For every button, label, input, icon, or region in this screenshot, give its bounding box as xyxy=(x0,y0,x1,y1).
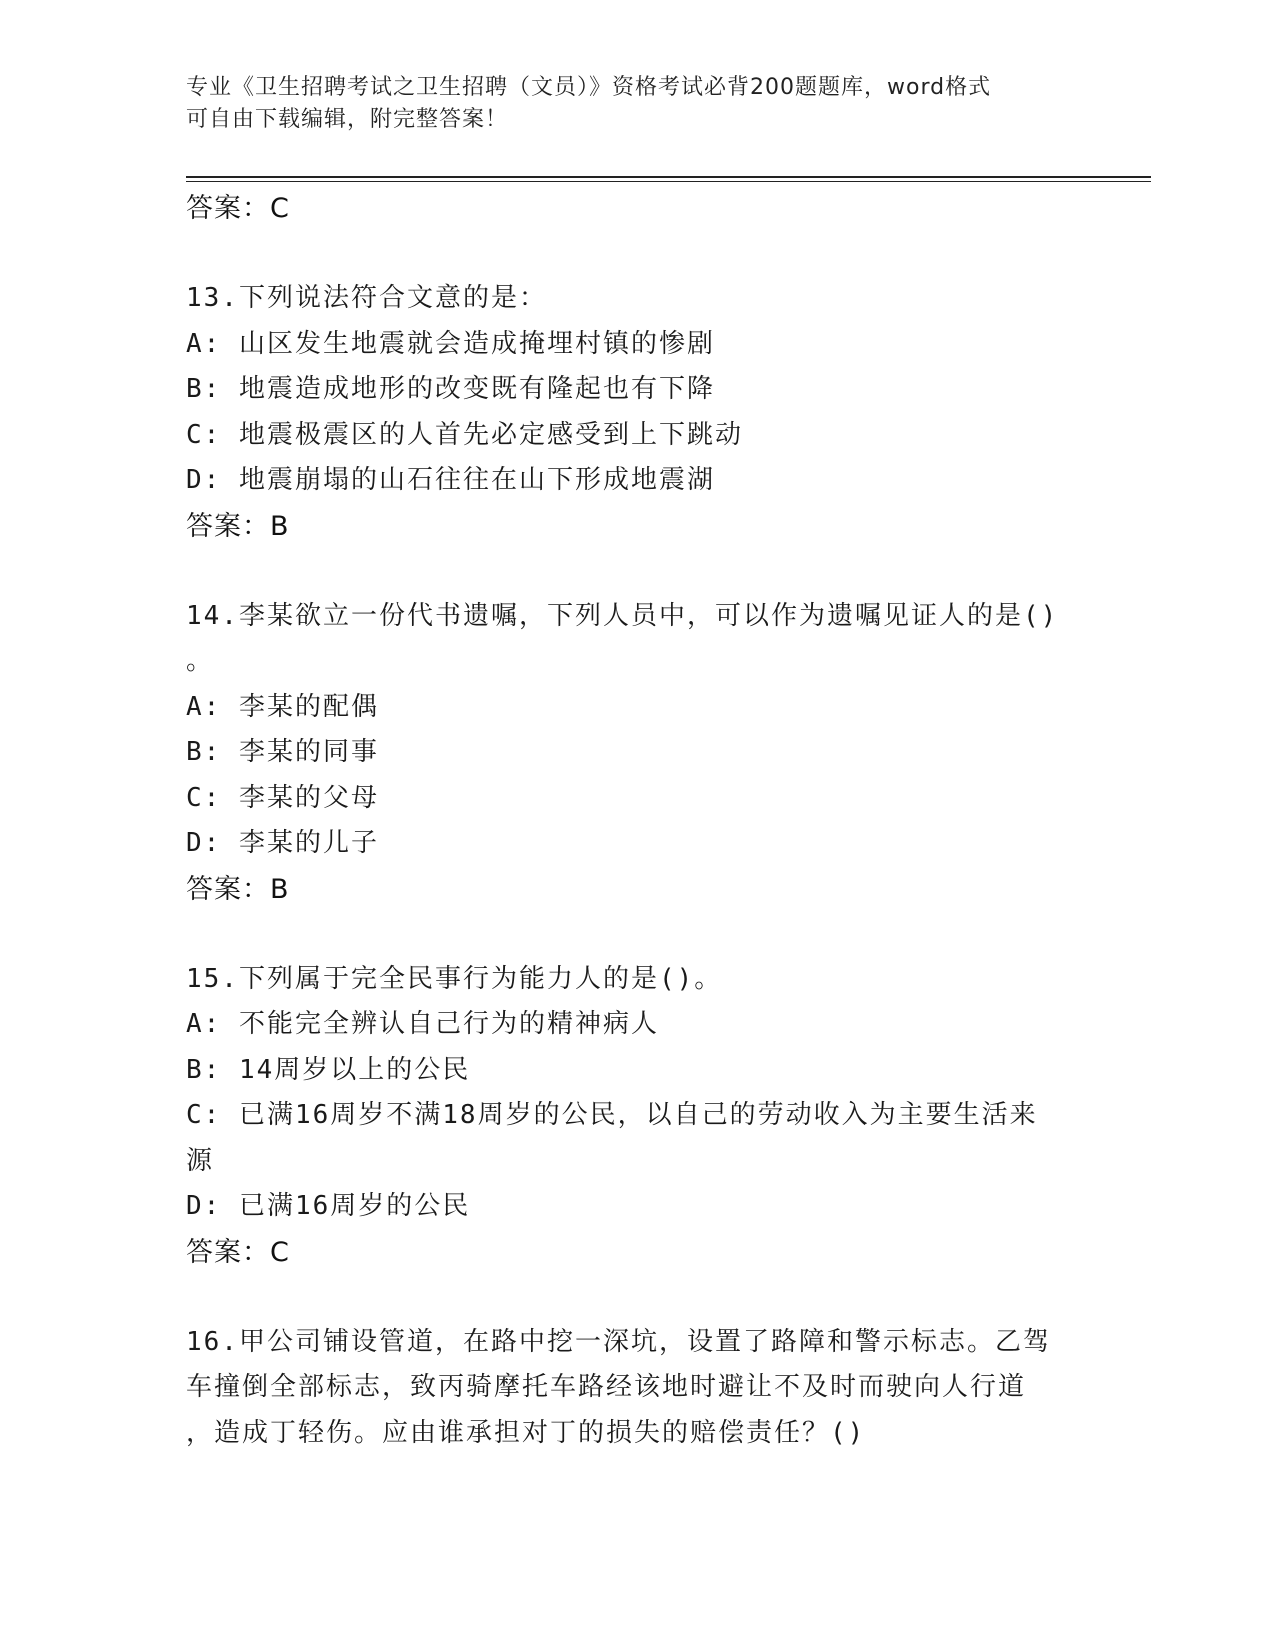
question-16 xyxy=(186,1320,1086,1457)
question-15-option-c-line-2: 源 xyxy=(186,1145,215,1176)
question-14-option-d: D: 李某的儿子 xyxy=(186,828,379,858)
document-header xyxy=(186,72,1066,136)
question-14-option-a: A: 李某的配偶 xyxy=(186,691,379,722)
header-line-2: 可自由下载编辑，附完整答案！ xyxy=(186,107,509,132)
spacer xyxy=(186,913,1086,957)
question-16-stem-line-3: ，造成丁轻伤。应由谁承担对丁的损失的赔偿责任？() xyxy=(186,1417,866,1448)
answer-12: 答案：C xyxy=(186,193,290,224)
question-15-answer: 答案：C xyxy=(186,1236,290,1268)
question-14-stem-line-1: 14.李某欲立一份代书遗嘱，下列人员中，可以作为遗嘱见证人的是() xyxy=(186,600,1059,631)
question-15-stem: 15.下列属于完全民事行为能力人的是()。 xyxy=(186,963,723,994)
question-15-option-c-line-1: C: 已满16周岁不满18周岁的公民，以自己的劳动收入为主要生活来 xyxy=(186,1100,1038,1130)
question-16-stem-line-1: 16.甲公司铺设管道，在路中挖一深坑，设置了路障和警示标志。乙驾 xyxy=(186,1326,1051,1357)
header-line-1: 专业《卫生招聘考试之卫生招聘（文员）》资格考试必背200题题库，word格式 xyxy=(186,75,992,100)
question-13-answer: 答案：B xyxy=(186,510,290,542)
header-rule-thin xyxy=(186,181,1151,182)
question-15 xyxy=(186,957,1086,1276)
question-16-stem-line-2: 车撞倒全部标志，致丙骑摩托车路经该地时避让不及时而驶向人行道 xyxy=(186,1372,1027,1402)
question-list xyxy=(186,186,1086,1456)
question-15-option-a: A: 不能完全辨认自己行为的精神病人 xyxy=(186,1009,659,1039)
question-13-stem: 13.下列说法符合文意的是： xyxy=(186,283,547,313)
spacer xyxy=(186,1276,1086,1320)
question-13-option-a: A: 山区发生地震就会造成掩埋村镇的惨剧 xyxy=(186,328,715,359)
question-14-stem-line-2: 。 xyxy=(186,646,215,676)
spacer xyxy=(186,550,1086,594)
question-13-option-d: D: 地震崩塌的山石往往在山下形成地震湖 xyxy=(186,465,715,495)
question-15-option-d: D: 已满16周岁的公民 xyxy=(186,1191,471,1221)
question-13 xyxy=(186,276,1086,550)
question-14-option-b: B: 李某的同事 xyxy=(186,737,379,767)
spacer xyxy=(186,232,1086,276)
question-15-option-b: B: 14周岁以上的公民 xyxy=(186,1054,471,1085)
question-13-option-b: B: 地震造成地形的改变既有隆起也有下降 xyxy=(186,374,715,404)
question-14-option-c: C: 李某的父母 xyxy=(186,782,379,813)
question-14 xyxy=(186,594,1086,913)
header-rule-thick xyxy=(186,176,1151,178)
question-13-option-c: C: 地震极震区的人首先必定感受到上下跳动 xyxy=(186,419,743,450)
question-14-answer: 答案：B xyxy=(186,873,290,905)
